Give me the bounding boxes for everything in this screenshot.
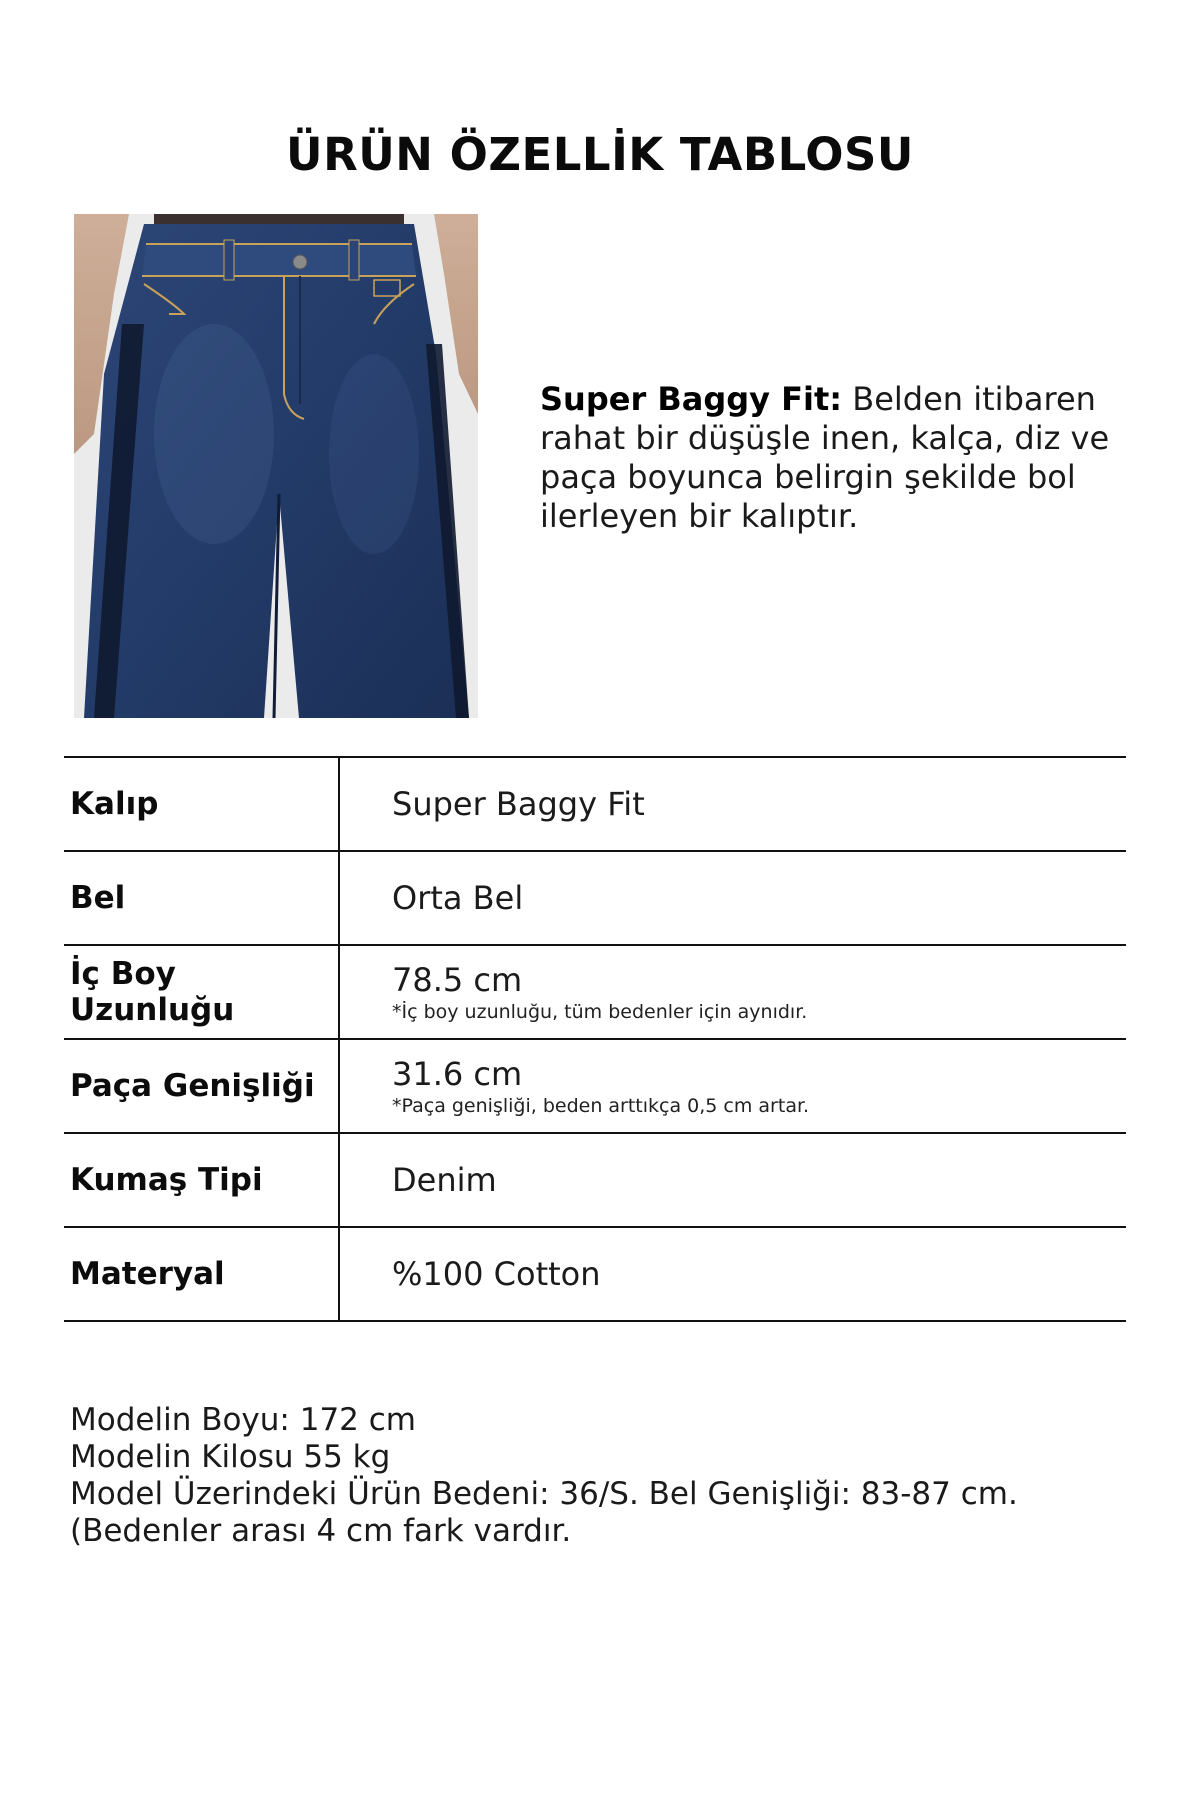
model-height: Modelin Boyu: 172 cm bbox=[70, 1402, 416, 1438]
spec-label: Kumaş Tipi bbox=[64, 1133, 339, 1227]
model-info bbox=[70, 1402, 1130, 1550]
spec-value: Denim bbox=[392, 1161, 497, 1199]
table-row bbox=[64, 851, 1126, 945]
spec-value-cell bbox=[339, 1227, 1126, 1321]
spec-value-cell bbox=[339, 757, 1126, 851]
table-row bbox=[64, 757, 1126, 851]
spec-value: 78.5 cm bbox=[392, 961, 523, 999]
jeans-illustration bbox=[74, 214, 478, 718]
spec-table bbox=[64, 756, 1126, 1322]
spec-note: *İç boy uzunluğu, tüm bedenler için aynıdır. bbox=[392, 1001, 808, 1023]
spec-label: Kalıp bbox=[64, 757, 339, 851]
spec-value-cell bbox=[339, 1133, 1126, 1227]
spec-value-cell bbox=[339, 1039, 1126, 1133]
fit-text: Belden itibaren rahat bir düşüşle inen, kalça, diz ve paça boyunca belirgin şekilde bol ilerleyen bir kalıptır. bbox=[540, 380, 1110, 535]
spec-label: İç Boy Uzunluğu bbox=[64, 945, 339, 1039]
model-weight: Modelin Kilosu 55 kg bbox=[70, 1439, 391, 1475]
fit-term: Super Baggy Fit: bbox=[540, 380, 843, 418]
spec-value: Super Baggy Fit bbox=[392, 785, 645, 823]
spec-value: 31.6 cm bbox=[392, 1055, 523, 1093]
product-photo-jeans bbox=[74, 214, 478, 718]
spec-label: Materyal bbox=[64, 1227, 339, 1321]
spec-value-cell bbox=[339, 851, 1126, 945]
table-row bbox=[64, 1039, 1126, 1133]
spec-value: Orta Bel bbox=[392, 879, 524, 917]
model-size: Model Üzerindeki Ürün Bedeni: 36/S. Bel Genişliği: 83-87 cm. (Bedenler arası 4 cm fark vardır. bbox=[70, 1476, 1018, 1549]
table-row bbox=[64, 945, 1126, 1039]
spec-value: %100 Cotton bbox=[392, 1255, 601, 1293]
table-row bbox=[64, 1133, 1126, 1227]
page-title: ÜRÜN ÖZELLİK TABLOSU bbox=[286, 128, 914, 181]
spec-label: Paça Genişliği bbox=[64, 1039, 339, 1133]
spec-value-cell bbox=[339, 945, 1126, 1039]
fit-description bbox=[540, 380, 1140, 536]
spec-note: *Paça genişliği, beden arttıkça 0,5 cm artar. bbox=[392, 1095, 810, 1117]
table-row bbox=[64, 1227, 1126, 1321]
spec-label: Bel bbox=[64, 851, 339, 945]
